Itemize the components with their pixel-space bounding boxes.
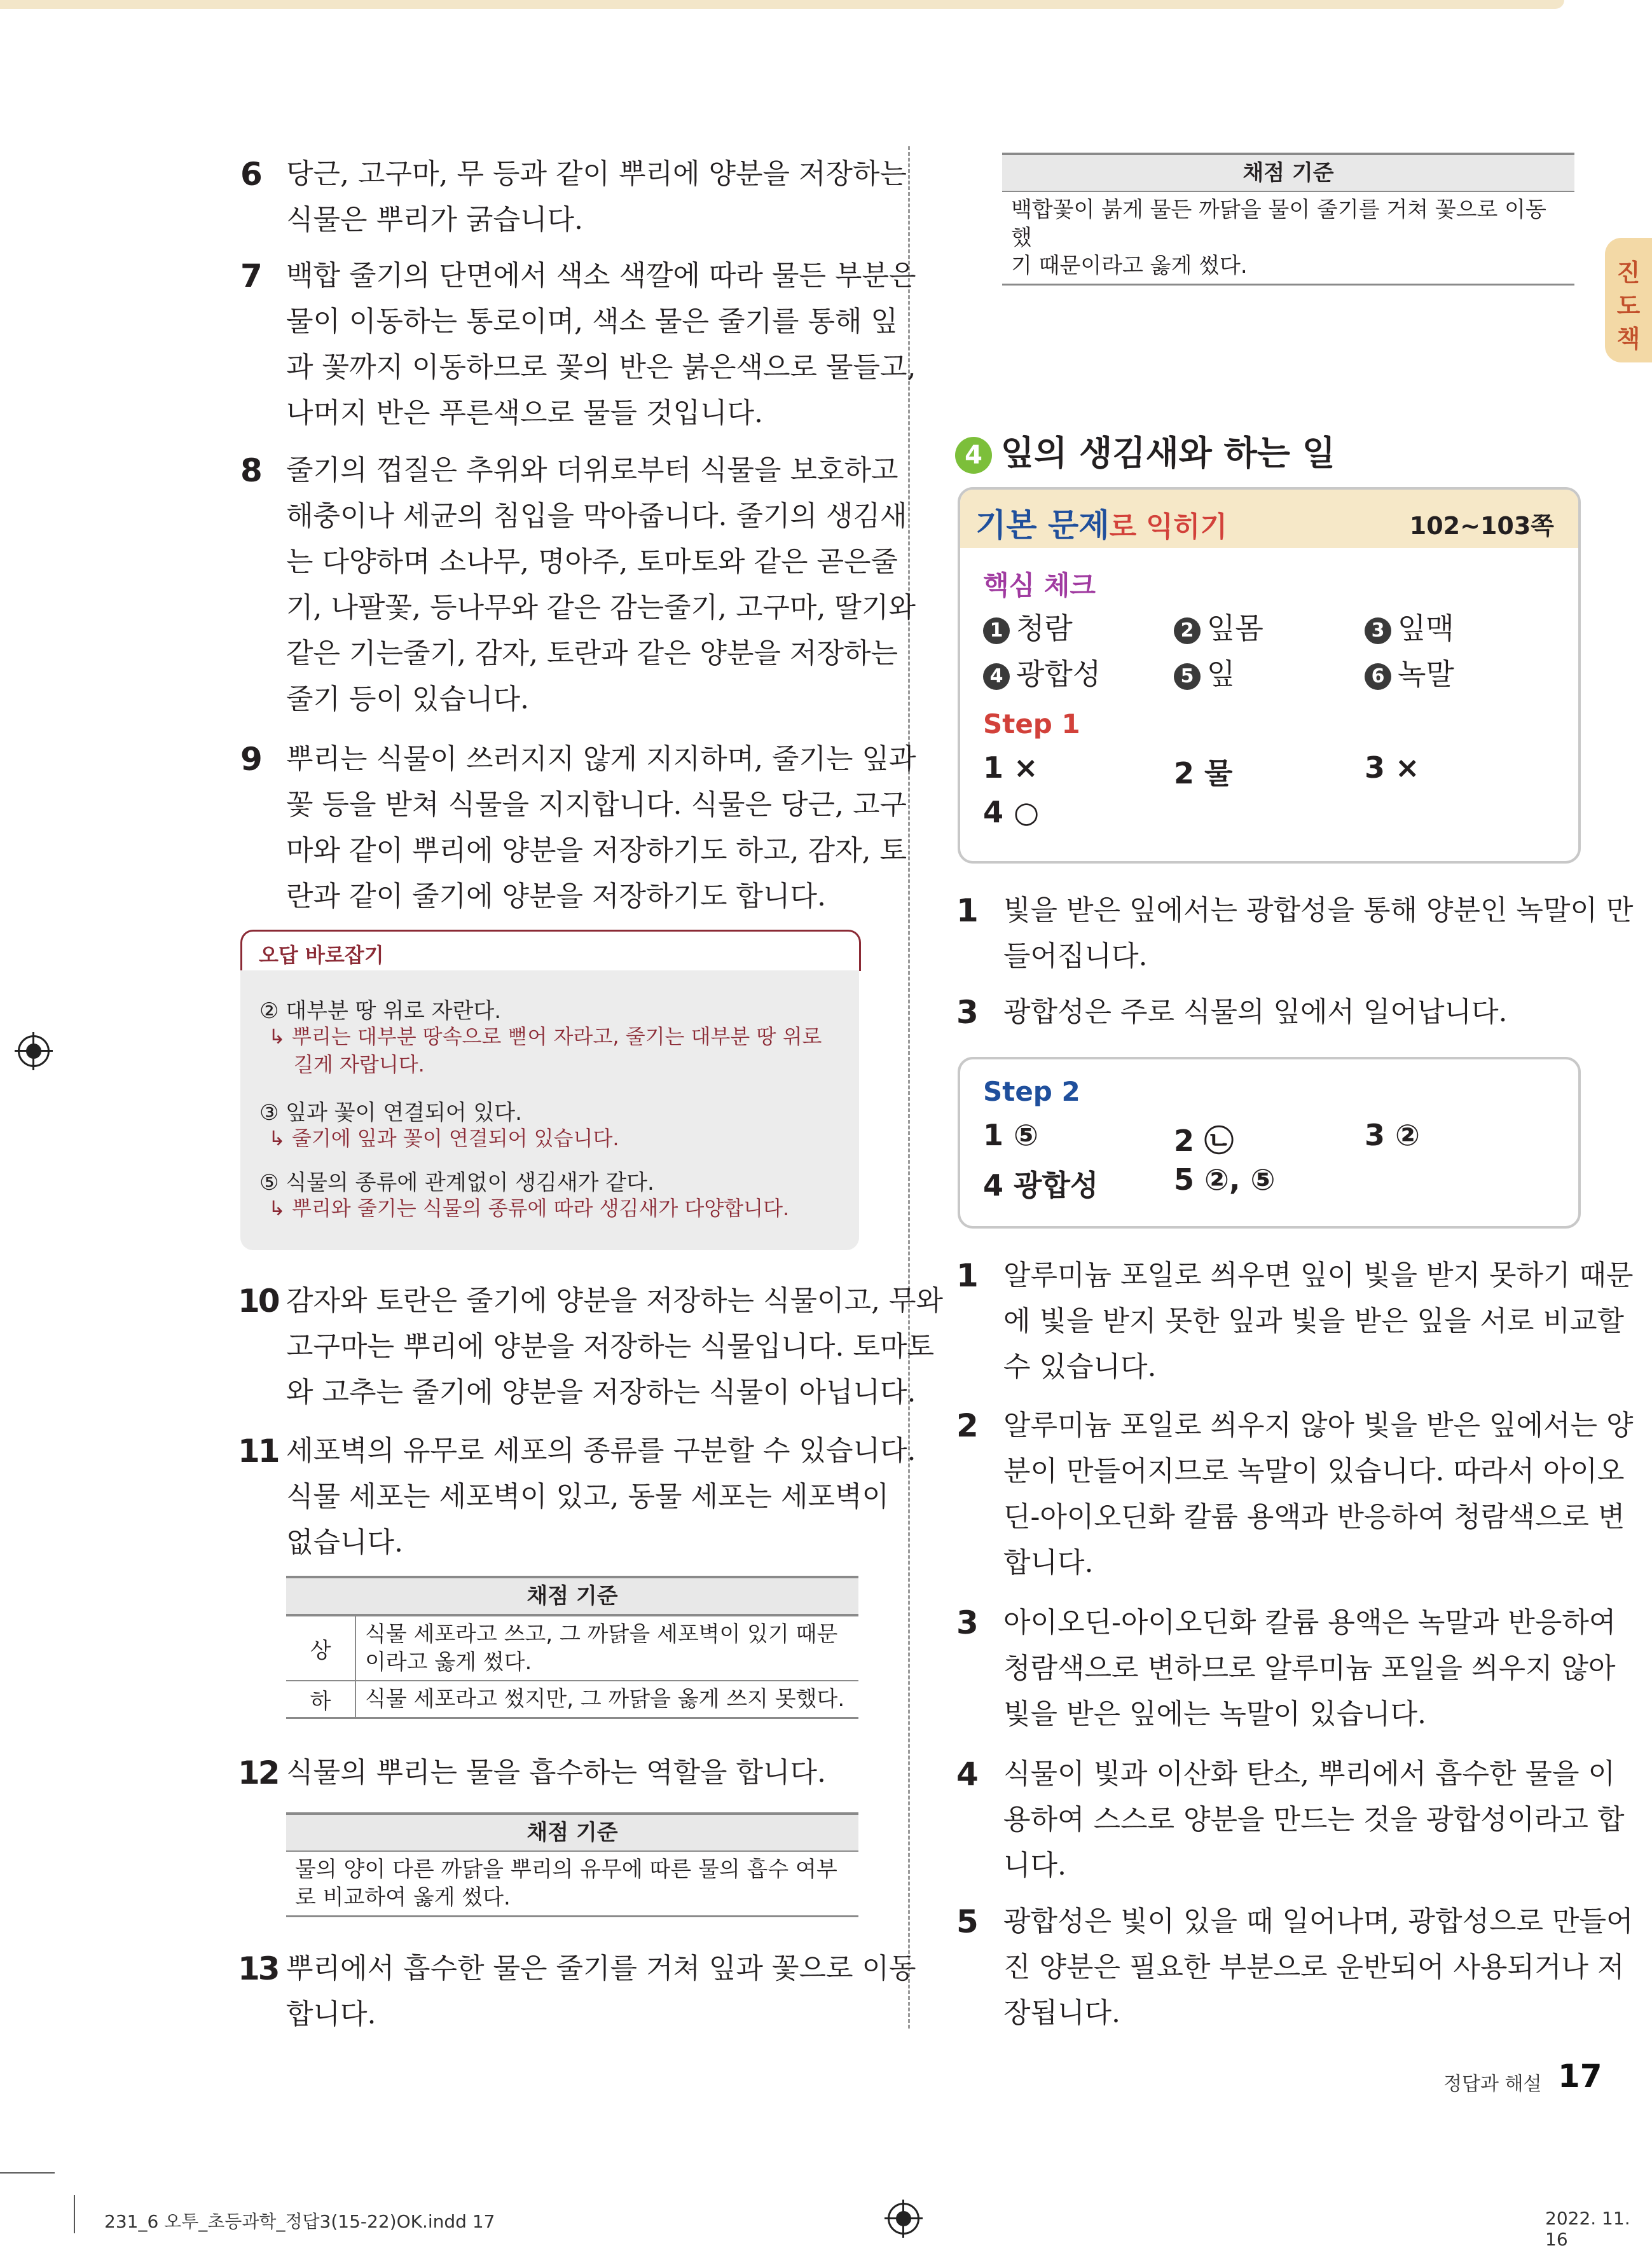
circled-number: 3 xyxy=(1365,617,1391,644)
answer-number: 13 xyxy=(238,1950,279,1987)
side-tab-char: 책 xyxy=(1616,325,1641,353)
print-file-name: 231_6 오투_초등과학_정답3(15-22)OK.indd 17 xyxy=(104,2211,495,2232)
answer-number: 10 xyxy=(238,1283,279,1319)
registration-mark-icon xyxy=(888,2203,919,2235)
answer-line: 에 빛을 받지 못한 잎과 빛을 받은 잎을 서로 비교할 xyxy=(1003,1305,1624,1337)
section-title xyxy=(955,426,1335,475)
section-number-badge: 4 xyxy=(955,437,992,474)
answer-line: 기, 나팔꽃, 등나무와 같은 감는줄기, 고구마, 딸기와 xyxy=(286,591,916,624)
table-header: 채점 기준 xyxy=(1002,155,1574,192)
answer-line: 빛을 받은 잎에서는 광합성을 통해 양분인 녹말이 만 xyxy=(1003,894,1634,927)
answer-line: 식물의 뿌리는 물을 흡수하는 역할을 합니다. xyxy=(286,1756,826,1789)
step2-title: Step 2 xyxy=(983,1076,1080,1107)
circled-number: 2 xyxy=(1174,617,1201,644)
arrow-icon: ↳ xyxy=(268,1126,292,1150)
step-answer: 4 광합성 xyxy=(983,1168,1099,1202)
answer-line: 식물이 빛과 이산화 탄소, 뿌리에서 흡수한 물을 이 xyxy=(1003,1758,1615,1790)
correction-explain xyxy=(268,1194,789,1222)
answer-line: 고구마는 뿌리에 양분을 저장하는 식물입니다. 토마토 xyxy=(286,1330,935,1363)
answer-line: 장됩니다. xyxy=(1003,1997,1121,2029)
step-answer: 3 × xyxy=(1365,750,1420,785)
answer-number: 7 xyxy=(240,258,261,294)
arrow-icon: ↳ xyxy=(268,1024,292,1049)
check-text: 녹말 xyxy=(1398,657,1454,691)
criteria-line: 이라고 옳게 썼다. xyxy=(365,1650,532,1675)
check-item xyxy=(1174,605,1263,647)
answer-line: 나머지 반은 푸른색으로 물들 것입니다. xyxy=(286,397,763,429)
answer-number: 8 xyxy=(240,452,261,489)
answer-line: 니다. xyxy=(1003,1849,1066,1882)
answer-line: 뿌리는 식물이 쓰러지지 않게 지지하며, 줄기는 잎과 xyxy=(286,743,916,775)
answer-number: 4 xyxy=(956,1756,977,1793)
table-row xyxy=(286,1680,858,1717)
answer-line: 식물 세포는 세포벽이 있고, 동물 세포는 세포벽이 xyxy=(286,1480,889,1513)
step-answer: 3 ② xyxy=(1365,1118,1420,1152)
correction-item: ② 대부분 땅 위로 자란다. xyxy=(259,998,502,1024)
criteria-line: 식물 세포라고 쓰고, 그 까닭을 세포벽이 있기 때문 xyxy=(365,1622,838,1647)
answer-line: 딘-아이오딘화 칼륨 용액과 반응하여 청람색으로 변 xyxy=(1003,1501,1625,1533)
criteria-line: 기 때문이라고 옳게 썼다. xyxy=(1011,253,1248,279)
step-answer: 5 ②, ⑤ xyxy=(1174,1162,1276,1197)
answer-line: 마와 같이 뿌리에 양분을 저장하기도 하고, 감자, 토 xyxy=(286,834,907,867)
explain-line: 뿌리와 줄기는 식물의 종류에 따라 생김새가 다양합니다. xyxy=(291,1196,790,1220)
check-text: 잎 xyxy=(1207,657,1236,691)
answer-line: 광합성은 주로 식물의 잎에서 일어납니다. xyxy=(1003,996,1508,1028)
answer-line: 감자와 토란은 줄기에 양분을 저장하는 식물이고, 무와 xyxy=(286,1285,943,1317)
circled-number: 4 xyxy=(983,663,1010,690)
check-item xyxy=(983,605,1073,647)
correction-header xyxy=(240,930,861,971)
arrow-icon: ↳ xyxy=(268,1196,292,1220)
answer-line: 아이오딘-아이오딘화 칼륨 용액은 녹말과 반응하여 xyxy=(1003,1606,1616,1639)
check-text: 청람 xyxy=(1016,611,1073,645)
answer-line: 합니다. xyxy=(286,1998,376,2030)
side-tab xyxy=(1605,238,1652,362)
top-band xyxy=(0,0,1564,9)
correction-item: ③ 잎과 꽃이 연결되어 있다. xyxy=(259,1100,522,1126)
answer-line: 없습니다. xyxy=(286,1526,404,1559)
table-row xyxy=(286,1615,858,1680)
answer-line: 분이 만들어지므로 녹말이 있습니다. 따라서 아이오 xyxy=(1003,1455,1625,1487)
answer-line: 세포벽의 유무로 세포의 종류를 구분할 수 있습니다. xyxy=(286,1435,916,1467)
circled-number: 1 xyxy=(983,617,1010,644)
answer-line: 백합 줄기의 단면에서 색소 색깔에 따라 물든 부분은 xyxy=(286,259,916,292)
basic-problem-box xyxy=(958,487,1581,864)
answer-line: 빛을 받은 잎에는 녹말이 있습니다. xyxy=(1003,1698,1426,1730)
check-text: 잎몸 xyxy=(1207,611,1263,645)
answer-line: 식물은 뿌리가 굵습니다. xyxy=(286,203,583,236)
table-header: 채점 기준 xyxy=(286,1578,858,1615)
answer-line: 알루미늄 포일로 씌우면 잎이 빛을 받지 못하기 때문 xyxy=(1003,1259,1634,1292)
answer-line: 뿌리에서 흡수한 물은 줄기를 거쳐 잎과 꽃으로 이동 xyxy=(286,1952,916,1985)
scoring-table-7 xyxy=(1002,153,1574,286)
check-item xyxy=(983,651,1101,693)
print-date: 2022. 11. 16 xyxy=(1545,2208,1630,2250)
answer-line: 용하여 스스로 양분을 만드는 것을 광합성이라고 합 xyxy=(1003,1803,1625,1836)
step-answer: 2 물 xyxy=(1174,756,1233,790)
answer-number: 1 xyxy=(956,1257,977,1294)
circled-number: 5 xyxy=(1174,663,1201,690)
answer-line: 과 꽃까지 이동하므로 꽃의 반은 붉은색으로 물들고, xyxy=(286,351,916,383)
step-answer: 4 ○ xyxy=(983,795,1040,829)
answer-number: 3 xyxy=(956,994,977,1031)
side-tab-char: 진 xyxy=(1616,259,1641,287)
key-check-title: 핵심 체크 xyxy=(983,570,1096,601)
criteria-line: 로 비교하여 옳게 썼다. xyxy=(295,1885,511,1910)
check-text: 광합성 xyxy=(1016,657,1101,691)
answer-line: 수 있습니다. xyxy=(1003,1351,1157,1383)
answer-line: 와 고추는 줄기에 양분을 저장하는 식물이 아닙니다. xyxy=(286,1376,916,1409)
header-main: 기본 문제 xyxy=(975,507,1110,544)
step-answer: 1 × xyxy=(983,750,1038,785)
page-footer-label: 정답과 해설 xyxy=(1443,2073,1542,2095)
answer-line: 광합성은 빛이 있을 때 일어나며, 광합성으로 만들어 xyxy=(1003,1905,1634,1938)
check-item xyxy=(1174,651,1235,693)
scoring-table-12 xyxy=(286,1812,858,1917)
check-text: 잎맥 xyxy=(1398,611,1454,645)
circled-number: 6 xyxy=(1365,663,1391,690)
correction-title: 오답 바로잡기 xyxy=(259,943,384,967)
answer-line: 꽃 등을 받쳐 식물을 지지합니다. 식물은 당근, 고구 xyxy=(286,789,907,821)
criteria-line: 백합꽃이 붉게 물든 까닭을 물이 줄기를 거쳐 꽃으로 이동했 xyxy=(1011,197,1546,251)
check-item xyxy=(1365,605,1454,647)
correction-item: ⑤ 식물의 종류에 관계없이 생김새가 같다. xyxy=(259,1170,654,1195)
answer-line: 해충이나 세균의 침입을 막아줍니다. 줄기의 생김새 xyxy=(286,500,907,532)
side-tab-char: 도 xyxy=(1616,292,1641,320)
level-cell: 상 xyxy=(286,1616,356,1680)
crop-mark xyxy=(74,2195,75,2233)
page-range: 102~103쪽 xyxy=(1409,512,1554,540)
answer-line: 진 양분은 필요한 부분으로 운반되어 사용되거나 저 xyxy=(1003,1951,1625,1983)
answer-number: 1 xyxy=(956,892,977,929)
page-number: 17 xyxy=(1558,2058,1602,2095)
header-sub: 로 익히기 xyxy=(1109,511,1227,543)
table-header: 채점 기준 xyxy=(286,1815,858,1852)
step-answer: 2 ㉡ xyxy=(1174,1124,1234,1158)
step-answer: 1 ⑤ xyxy=(983,1118,1038,1152)
answer-number: 3 xyxy=(956,1604,977,1641)
step1-title: Step 1 xyxy=(983,708,1080,740)
answer-number: 2 xyxy=(956,1407,977,1444)
crop-mark xyxy=(0,2172,55,2174)
answer-number: 9 xyxy=(240,741,261,778)
answer-line: 줄기의 껍질은 추위와 더위로부터 식물을 보호하고 xyxy=(286,454,898,486)
answer-line: 물이 이동하는 통로이며, 색소 물은 줄기를 통해 잎 xyxy=(286,305,898,338)
answer-line: 청람색으로 변하므로 알루미늄 포일을 씌우지 않아 xyxy=(1003,1652,1616,1685)
explain-line: 뿌리는 대부분 땅속으로 뻗어 자라고, 줄기는 대부분 땅 위로 xyxy=(291,1024,822,1049)
step2-box xyxy=(958,1057,1581,1229)
answer-line: 당근, 고구마, 무 등과 같이 뿌리에 양분을 저장하는 xyxy=(286,158,907,190)
box-header xyxy=(960,490,1578,548)
answer-line: 는 다양하며 소나무, 명아주, 토마토와 같은 곧은줄 xyxy=(286,546,898,578)
registration-mark-icon xyxy=(18,1035,50,1067)
explain-line: 길게 자랍니다. xyxy=(294,1052,425,1077)
answer-line: 들어집니다. xyxy=(1003,940,1148,972)
answer-line: 합니다. xyxy=(1003,1547,1094,1579)
answer-line: 줄기 등이 있습니다. xyxy=(286,683,529,715)
level-cell: 하 xyxy=(286,1681,356,1717)
correction-box xyxy=(240,970,859,1250)
answer-number: 12 xyxy=(238,1754,279,1791)
answer-number: 5 xyxy=(956,1903,977,1940)
answer-line: 같은 기는줄기, 감자, 토란과 같은 양분을 저장하는 xyxy=(286,637,898,670)
answer-line: 란과 같이 줄기에 양분을 저장하기도 합니다. xyxy=(286,880,826,913)
answer-number: 6 xyxy=(240,156,261,193)
answer-number: 11 xyxy=(238,1433,279,1470)
scoring-table-11 xyxy=(286,1576,858,1719)
explain-line: 줄기에 잎과 꽃이 연결되어 있습니다. xyxy=(291,1126,619,1150)
correction-explain xyxy=(268,1023,822,1078)
criteria-line: 물의 양이 다른 까닭을 뿌리의 유무에 따른 물의 흡수 여부 xyxy=(295,1857,837,1882)
criteria-line: 식물 세포라고 썼지만, 그 까닭을 옳게 쓰지 못했다. xyxy=(365,1686,845,1712)
check-item xyxy=(1365,651,1454,693)
correction-explain xyxy=(268,1124,619,1152)
section-title-text: 잎의 생김새와 하는 일 xyxy=(1001,433,1335,473)
answer-line: 알루미늄 포일로 씌우지 않아 빛을 받은 잎에서는 양 xyxy=(1003,1409,1634,1442)
